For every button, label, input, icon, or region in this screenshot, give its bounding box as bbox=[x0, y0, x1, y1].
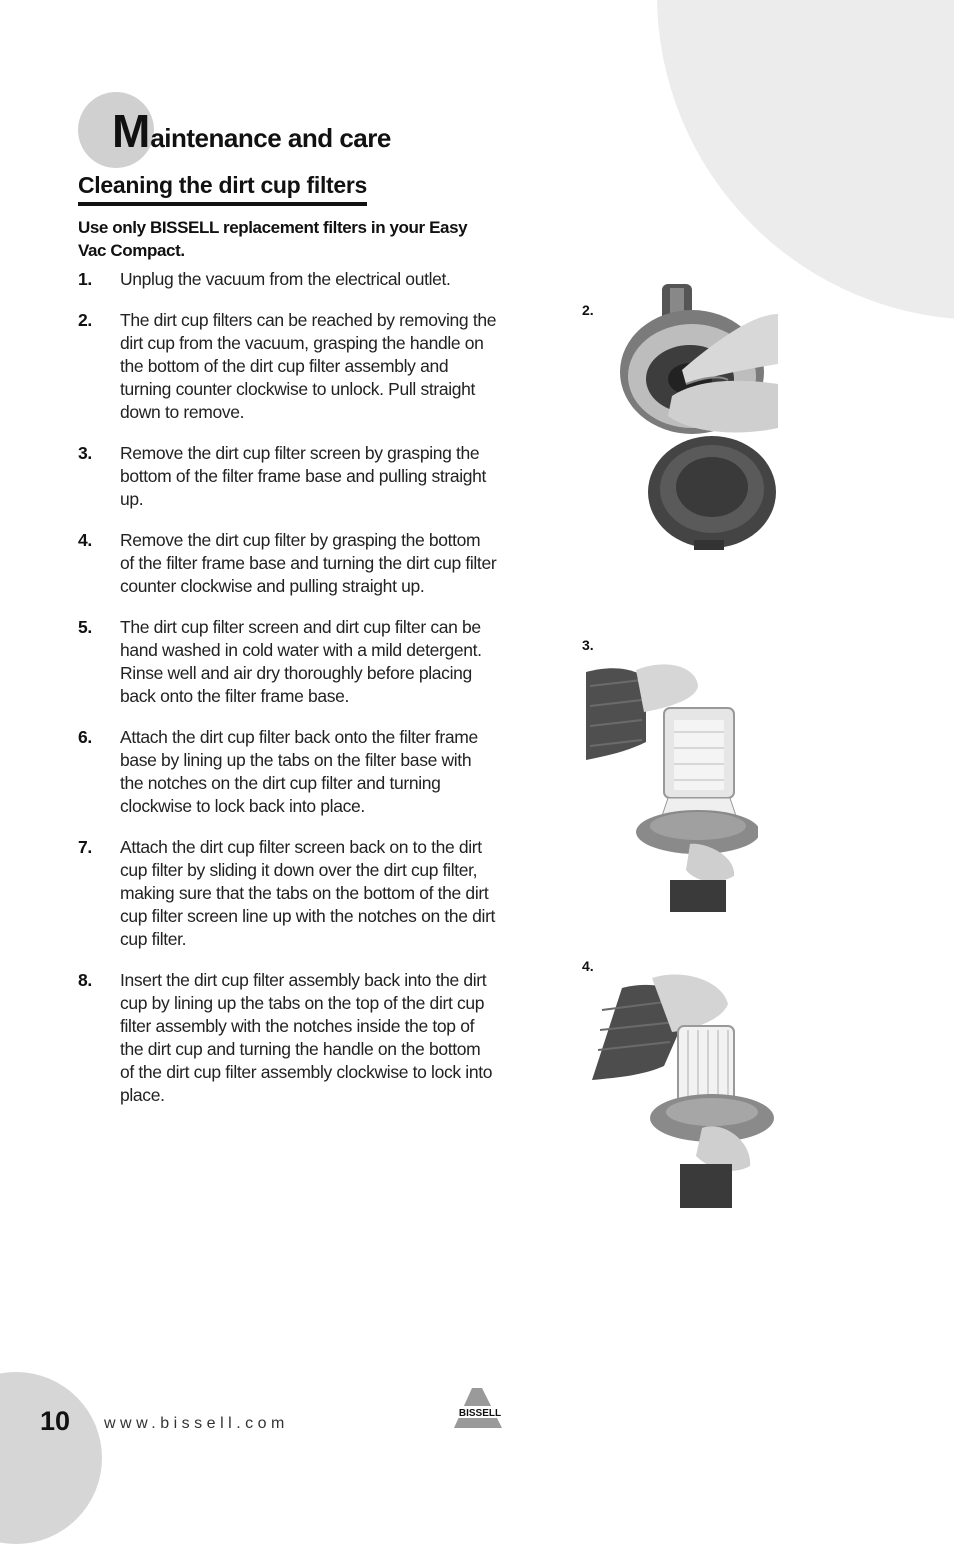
step-text: Unplug the vacuum from the electrical outlet. bbox=[120, 269, 451, 289]
step-number: 8. bbox=[78, 970, 92, 990]
step-5 bbox=[78, 616, 498, 708]
figure-4-label: 4. bbox=[582, 958, 594, 974]
bissell-logo bbox=[450, 1388, 512, 1432]
step-text: Attach the dirt cup filter screen back on to the dirt cup filter by sliding it down over the dirt cup filter, making sure that the tabs on the bottom of the dirt cup filter screen line up with the notches on the dirt cup filter. bbox=[120, 837, 496, 949]
step-number: 1. bbox=[78, 269, 92, 289]
corner-decoration bbox=[657, 0, 954, 320]
step-text: Insert the dirt cup filter assembly back into the dirt cup by lining up the tabs on the top of the dirt cup filter assembly with the notches inside the top of the dirt cup and turning the handle on the bottom of the dirt cup filter assembly clockwise to lock into place. bbox=[120, 970, 493, 1105]
step-text: Remove the dirt cup filter by grasping the bottom of the filter frame base and turning the dirt cup filter counter clockwise and pulling straight up. bbox=[120, 530, 497, 596]
steps-list bbox=[78, 268, 498, 1125]
figure-3-filter-screen-removal-photo bbox=[586, 656, 758, 912]
step-3 bbox=[78, 442, 498, 511]
step-number: 4. bbox=[78, 530, 92, 550]
step-number: 6. bbox=[78, 727, 92, 747]
step-number: 2. bbox=[78, 310, 92, 330]
page-title bbox=[112, 104, 391, 158]
step-8 bbox=[78, 969, 498, 1107]
step-6 bbox=[78, 726, 498, 818]
step-number: 3. bbox=[78, 443, 92, 463]
page-number: 10 bbox=[40, 1406, 71, 1436]
page-title-initial: M bbox=[112, 105, 151, 157]
figure-2-dirt-cup-removal-photo bbox=[612, 284, 778, 552]
step-7 bbox=[78, 836, 498, 951]
step-text: The dirt cup filter screen and dirt cup filter can be hand washed in cold water with a mild detergent. Rinse well and air dry thoroughly before placing back onto the filter frame base. bbox=[120, 617, 482, 706]
page-title-rest: aintenance and care bbox=[150, 123, 391, 153]
figure-2-label: 2. bbox=[582, 302, 594, 318]
website-url: www.bissell.com bbox=[104, 1415, 289, 1432]
step-text: The dirt cup filters can be reached by removing the dirt cup from the vacuum, grasping the handle on the bottom of the dirt cup filter assembly and turning counter clockwise to unlock. Pull straight down to remove. bbox=[120, 310, 497, 422]
section-heading: Cleaning the dirt cup filters bbox=[78, 172, 367, 206]
step-4 bbox=[78, 529, 498, 598]
step-number: 7. bbox=[78, 837, 92, 857]
figure-3-label: 3. bbox=[582, 637, 594, 653]
step-1 bbox=[78, 268, 498, 291]
replacement-filter-warning: Use only BISSELL replacement filters in your Easy Vac Compact. bbox=[78, 218, 468, 260]
figure-4-filter-removal-photo bbox=[592, 970, 774, 1208]
svg-text:BISSELL: BISSELL bbox=[458, 1408, 502, 1419]
step-text: Remove the dirt cup filter screen by grasping the bottom of the filter frame base and pulling straight up. bbox=[120, 443, 487, 509]
step-text: Attach the dirt cup filter back onto the filter frame base by lining up the tabs on the filter base with the notches on the dirt cup filter and turning clockwise to lock back into place. bbox=[120, 727, 478, 816]
page-number-circle-decoration bbox=[0, 1372, 102, 1544]
step-number: 5. bbox=[78, 617, 92, 637]
step-2 bbox=[78, 309, 498, 424]
